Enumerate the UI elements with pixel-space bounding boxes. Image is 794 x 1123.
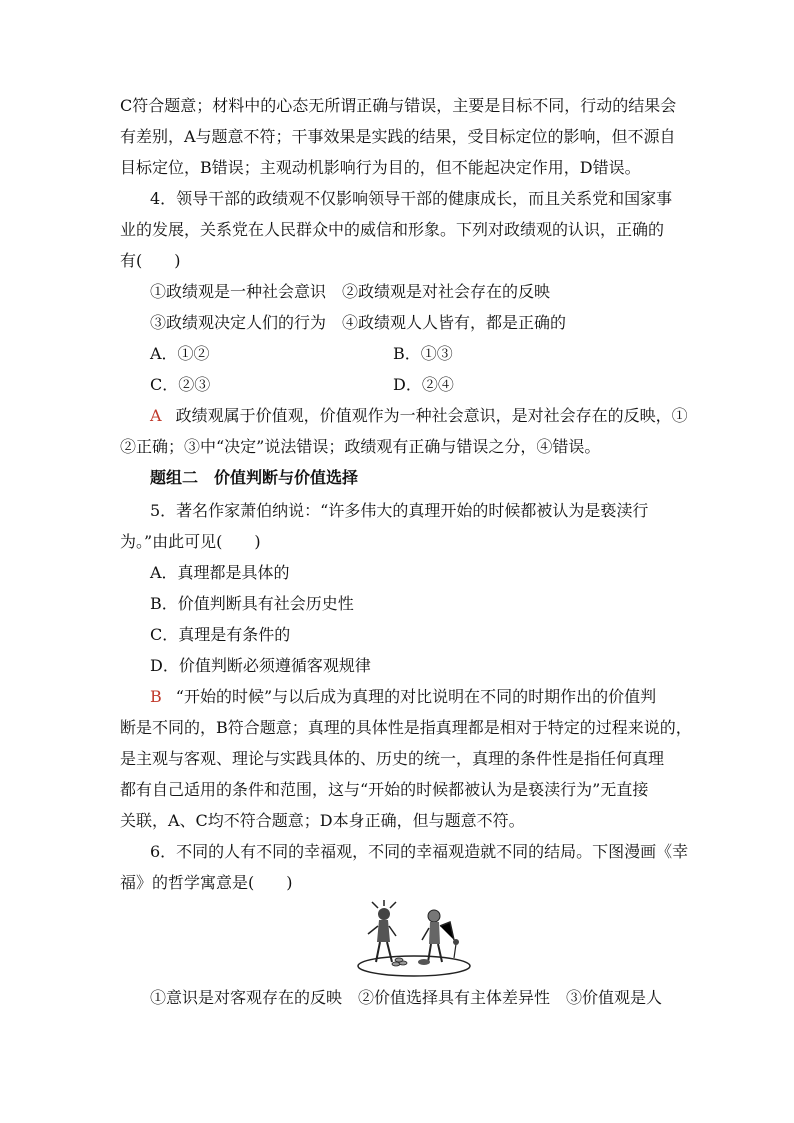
question-5-stem: 为。”由此可见( ) bbox=[120, 532, 261, 551]
question-6-stem: 福》的哲学寓意是( ) bbox=[120, 873, 293, 892]
text-line: 有差别，A与题意不符；干事效果是实践的结果，受目标定位的影响，但不源自 bbox=[120, 127, 676, 146]
answer-badge: B bbox=[150, 687, 162, 706]
option-d: D．②④ bbox=[393, 375, 454, 394]
option-c: C．②③ bbox=[150, 375, 211, 394]
question-5-analysis: 都有自己适用的条件和范围，这与“开始的时候都被认为是亵渎行为”无直接 bbox=[120, 780, 649, 799]
question-4-stem: 业的发展，关系党在人民群众中的威信和形象。下列对政绩观的认识，正确的 bbox=[120, 220, 665, 239]
question-4-item: ①政绩观是一种社会意识 ②政绩观是对社会存在的反映 bbox=[150, 282, 551, 301]
question-4-options-row bbox=[150, 344, 210, 364]
analysis-text: “开始的时候”与以后成为真理的对比说明在不同的时期作出的价值判 bbox=[175, 687, 657, 706]
option-b: B．①③ bbox=[393, 344, 453, 363]
text-line: C符合题意；材料中的心态无所谓正确与错误，主要是目标不同，行动的结果会 bbox=[120, 96, 677, 115]
text-line: 目标定位，B错误；主观动机影响行为目的，但不能起决定作用，D错误。 bbox=[120, 158, 641, 177]
cartoon-illustration bbox=[352, 900, 472, 980]
question-5-analysis: 关联，A、C均不符合题意；D本身正确，但与题意不符。 bbox=[120, 811, 525, 830]
question-6-items: ①意识是对客观存在的反映 ②价值选择具有主体差异性 ③价值观是人 bbox=[150, 988, 663, 1007]
question-4-analysis: ②正确；③中“决定”说法错误；政绩观有正确与错误之分，④错误。 bbox=[120, 437, 601, 456]
option-a: A．真理都是具体的 bbox=[150, 563, 290, 582]
option-b: B．价值判断具有社会历史性 bbox=[150, 594, 354, 613]
question-5-analysis bbox=[150, 687, 656, 707]
analysis-text: 政绩观属于价值观，价值观作为一种社会意识，是对社会存在的反映，① bbox=[175, 406, 688, 425]
question-5-stem: 5．著名作家萧伯纳说：“许多伟大的真理开始的时候都被认为是亵渎行 bbox=[150, 501, 649, 520]
question-4-analysis bbox=[150, 406, 688, 426]
question-6-stem: 6．不同的人有不同的幸福观，不同的幸福观造就不同的结局。下图漫画《幸 bbox=[150, 842, 689, 861]
answer-badge: A bbox=[150, 406, 162, 425]
question-5-analysis: 是主观与客观、理论与实践具体的、历史的统一，真理的条件性是指任何真理 bbox=[120, 749, 665, 768]
section-heading: 题组二 价值判断与价值选择 bbox=[150, 468, 359, 487]
option-a: A．①② bbox=[150, 344, 210, 363]
option-d: D．价值判断必须遵循客观规律 bbox=[150, 656, 371, 675]
option-c: C．真理是有条件的 bbox=[150, 625, 291, 644]
question-4-stem: 有( ) bbox=[120, 251, 181, 270]
question-5-analysis: 断是不同的，B符合题意；真理的具体性是指真理都是相对于特定的过程来说的， bbox=[120, 718, 692, 737]
question-4-stem: 4．领导干部的政绩观不仅影响领导干部的健康成长，而且关系党和国家事 bbox=[150, 189, 673, 208]
question-4-item: ③政绩观决定人们的行为 ④政绩观人人皆有，都是正确的 bbox=[150, 313, 567, 332]
